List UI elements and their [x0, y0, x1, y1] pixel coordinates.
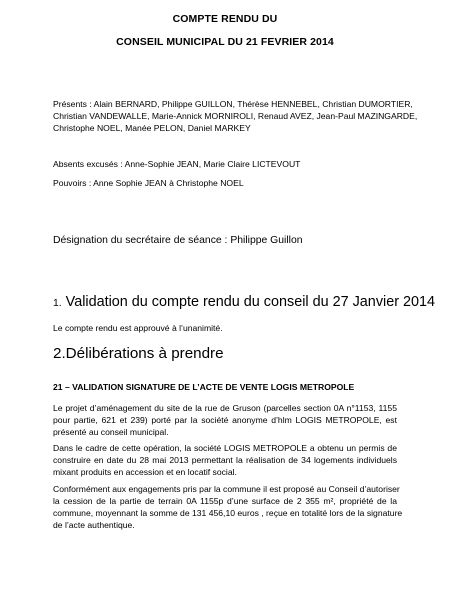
paragraph-line: construire en date du 28 mai 2013 permettant la réalisation de 34 logements individuels — [53, 455, 397, 465]
paragraph-sale — [53, 483, 403, 531]
paragraph-permit — [53, 442, 397, 478]
paragraph-line: commune, moyennant la somme de 131 456,10 euros , reçue en totalité lors de la signature — [53, 508, 403, 518]
section-1-title: Validation du compte rendu du conseil du 27 Janvier 2014 — [65, 294, 436, 310]
section-2-heading: 2.Délibérations à prendre — [53, 345, 224, 362]
present-line: Christophe NOEL, Manée PELON, Daniel MARKEY — [53, 123, 251, 133]
paragraph-line: Conformément aux engagements pris par la commune il est proposé au Conseil d’autoriser — [53, 484, 400, 494]
paragraph-project — [53, 402, 397, 438]
paragraph-line: pour partie, 621 et 239) porté par la société anonyme d’hlm LOGIS METROPOLE, est — [53, 415, 397, 425]
paragraph-line: présenté au conseil municipal. — [53, 427, 169, 437]
deliberation-21-subheading: 21 – VALIDATION SIGNATURE DE L’ACTE DE VENTE LOGIS METROPOLE — [53, 382, 355, 392]
paragraph-line: Le projet d’aménagement du site de la rue de Gruson (parcelles section 0A n°1153, 1155 — [53, 403, 397, 413]
present-line: Christian VANDEWALLE, Marie-Annick MORNIROLI, Renaud AVEZ, Jean-Paul MAZINGARDE, — [53, 111, 418, 121]
present-list — [53, 98, 418, 134]
present-line: Présents : Alain BERNARD, Philippe GUILLON, Thérèse HENNEBEL, Christian DUMORTIER, — [53, 99, 413, 109]
paragraph-line: mixant produits en accession et en locatif social. — [53, 467, 237, 477]
document-title-line-2: CONSEIL MUNICIPAL DU 21 FEVRIER 2014 — [116, 36, 334, 48]
section-1-heading — [53, 294, 436, 310]
paragraph-line: Dans le cadre de cette opération, la société LOGIS METROPOLE a obtenu un permis de — [53, 443, 397, 453]
paragraph-line: la cession de la partie de terrain 0A 1155p d’une surface de 2 355 m², propriété de la — [53, 496, 397, 506]
absent-excused: Absents excusés : Anne-Sophie JEAN, Marie Claire LICTEVOUT — [53, 159, 301, 169]
paragraph-line: de l’acte authentique. — [53, 520, 135, 530]
section-1-number: 1. — [53, 298, 62, 309]
secretary-designation: Désignation du secrétaire de séance : Philippe Guillon — [53, 235, 303, 246]
document-title-line-1: COMPTE RENDU DU — [172, 13, 278, 25]
proxies: Pouvoirs : Anne Sophie JEAN à Christophe NOEL — [53, 178, 244, 188]
section-1-text: Le compte rendu est approuvé à l’unanimité. — [53, 323, 223, 333]
